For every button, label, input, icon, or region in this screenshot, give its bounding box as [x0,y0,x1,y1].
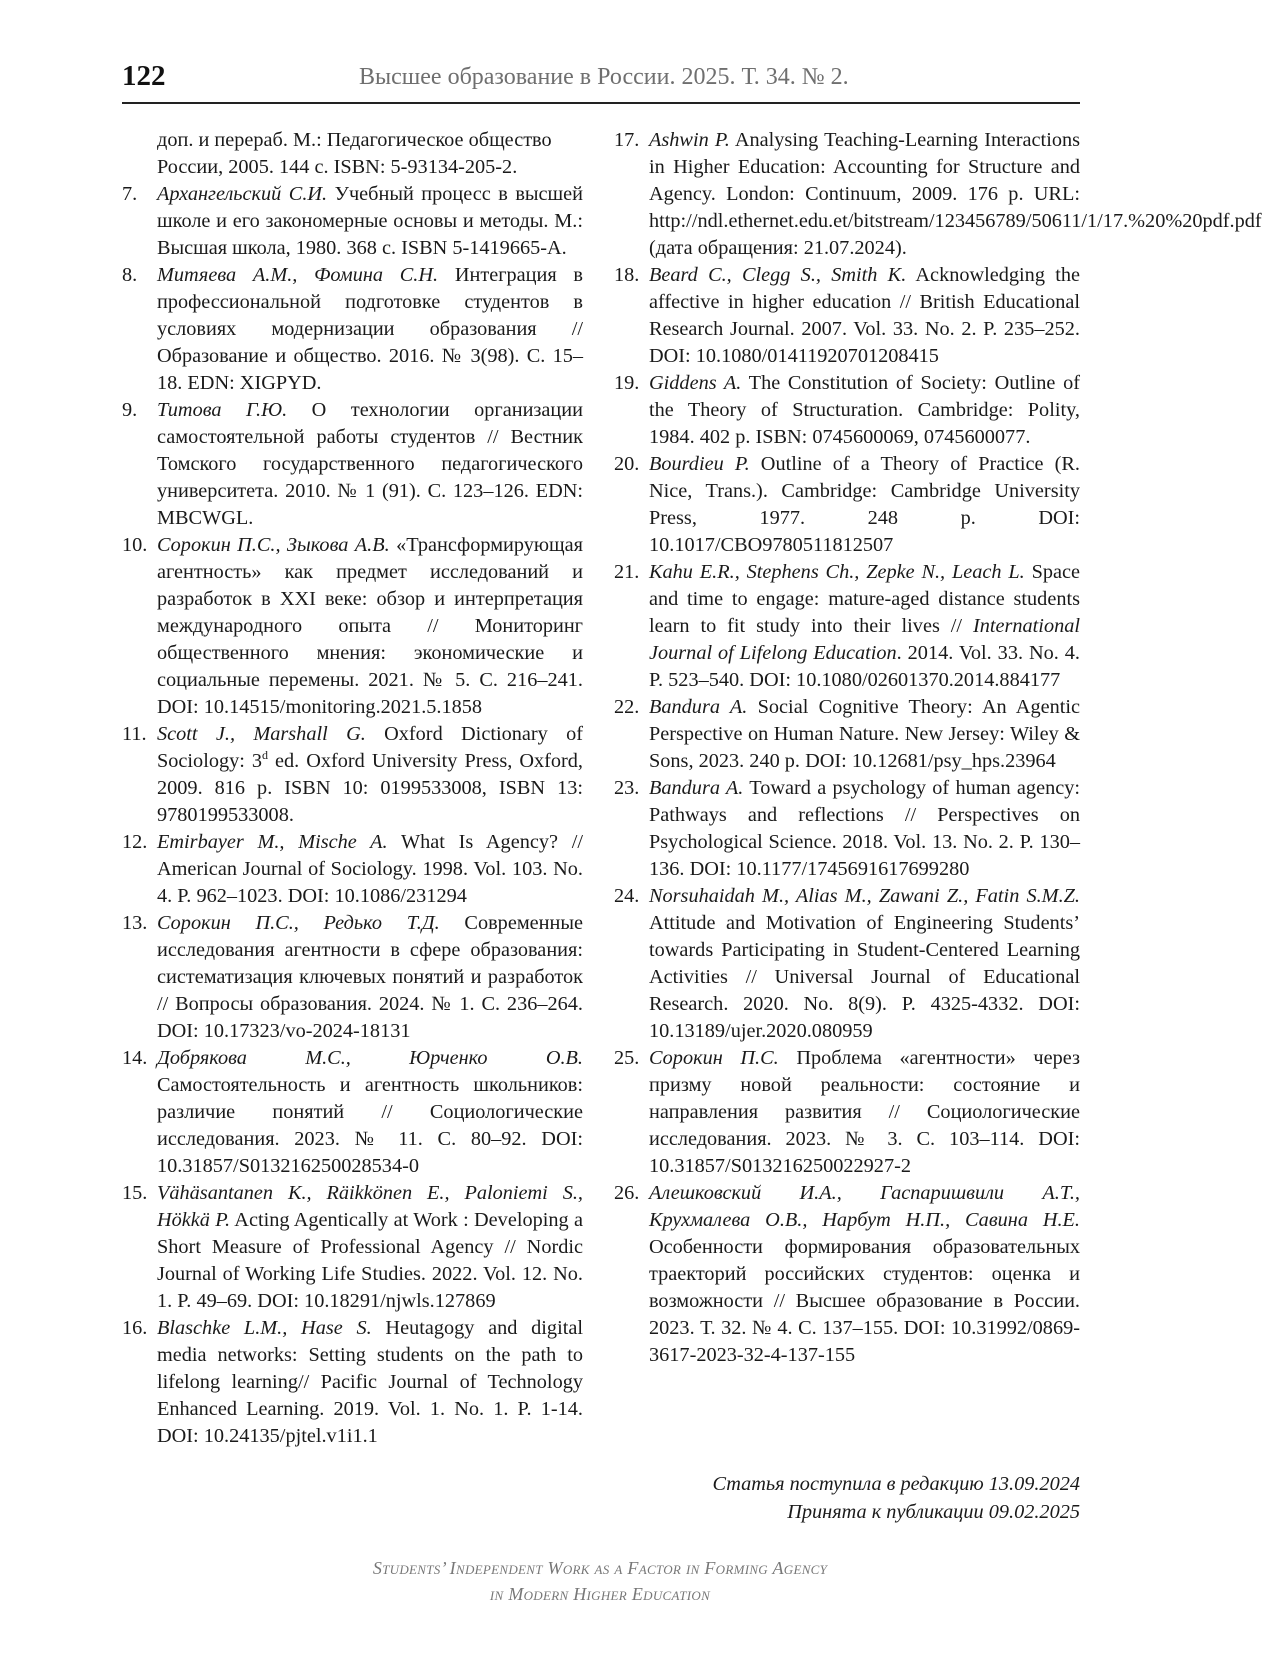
reference-text: «Трансформирующая агентность» как предмет исследований и разработок в XXI веке: обзор и интерпретация международного опыта // Мониторинг общественного мнения: экономические и социальные перемены. 2021. № 5. С. 216–241. DOI: 10.14515/monitoring.2021.5.1858 [157,534,583,718]
reference-item [122,721,583,829]
reference-item [122,1180,583,1315]
reference-text: Проблема «агентности» через призму новой реальности: состояние и направления развития // Социологические исследования. 2023. № 3. С. 103–114. DOI: 10.31857/S013216250022927-2 [649,1047,1080,1177]
reference-item [614,559,1080,694]
reference-text-cont: . 2014. Vol. 33. No. 4. P. 523–540. DOI: 10.1080/02601370.2014.884177 [649,642,1080,691]
reference-authors: Bandura A. [649,696,748,718]
reference-item [122,181,583,262]
reference-number: 12. [122,831,148,853]
references-column-right [614,127,1262,1369]
reference-authors: Митяева А.М., Фомина С.Н. [157,264,439,286]
reference-list-right [614,127,1262,1369]
reference-number: 7. [122,183,138,205]
reference-authors: Сорокин П.С., Зыкова А.В. [157,534,390,556]
reference-authors: Scott J., Marshall G. [157,723,366,745]
journal-title: Высшее образование в России. 2025. Т. 34. № 2. [359,64,849,90]
reference-authors: Архангельский С.И. [157,183,328,205]
article-dates [614,1470,1080,1526]
reference-number: 15. [122,1182,148,1204]
reference-authors: Bourdieu P. [649,453,750,475]
reference-authors: Алешковский И.А., Гаспаришвили А.Т., Крухмалева О.В., Нарбут Н.П., Савина Н.Е. [649,1182,1080,1231]
reference-item [122,829,583,910]
reference-text: Acting Agentically at Work : Developing a Short Measure of Professional Agency // Nordic Journal of Working Life Studies. 2022. Vol. 12. No. 1. P. 49–69. DOI: 10.18291/njwls.127869 [157,1209,583,1312]
reference-number: 16. [122,1317,148,1339]
reference-text: Acknowledging the affective in higher education // British Educational Research Journal. 2007. Vol. 33. No. 2. P. 235–252. DOI: 10.1080/01411920701208415 [649,264,1080,367]
reference-number: 8. [122,264,138,286]
reference-text: Toward a psychology of human agency: Pathways and reflections // Perspectives on Psychological Science. 2018. Vol. 13. No. 2. P. 130–136. DOI: 10.1177/1745691617699280 [649,777,1080,880]
reference-item [122,910,583,1045]
reference-text: Social Cognitive Theory: An Agentic Perspective on Human Nature. New Jersey: Wiley & Sons, 2023. 240 p. DOI: 10.12681/psy_hps.23964 [649,696,1080,772]
reference-item [122,397,583,532]
reference-item [614,883,1080,1045]
reference-number: 24. [614,885,640,907]
reference-item [614,127,1262,262]
reference-superscript: d [262,748,269,763]
page-number: 122 [122,60,166,92]
reference-item [614,262,1080,370]
reference-item [122,262,583,397]
reference-text: Oxford Dictionary of Sociology: 3 [157,723,583,772]
reference-authors: Kahu E.R., Stephens Ch., Zepke N., Leach L. [649,561,1025,583]
reference-authors: Blaschke L.M., Hase S. [157,1317,372,1339]
reference-authors: Beard C., Clegg S., Smith K. [649,264,907,286]
reference-text: What Is Agency? // American Journal of Sociology. 1998. Vol. 103. No. 4. P. 962–1023. DOI: 10.1086/231294 [157,831,583,907]
reference-authors: Сорокин П.С., Редько Т.Д. [157,912,440,934]
reference-text: Heutagogy and digital media networks: Setting students on the path to lifelong learning// Pacific Journal of Technology Enhanced Learning. 2019. Vol. 1. No. 1. P. 1-14. DOI: 10.24135/pjtel.v1i1.1 [157,1317,583,1447]
reference-text: Интеграция в профессиональной подготовке студентов в условиях модернизации образования // Образование и общество. 2016. № 3(98). С. 15–18. EDN: XIGPYD. [157,264,583,394]
reference-text: Самостоятельность и агентность школьников: различие понятий // Социологические исследования. 2023. № 11. С. 80–92. DOI: 10.31857/S013216250028534-0 [157,1074,583,1177]
reference-number: 26. [614,1182,640,1204]
reference-item [614,451,1080,559]
reference-text: Современные исследования агентности в сфере образования: систематизация ключевых понятий и разработок // Вопросы образования. 2024. № 1. С. 236–264. DOI: 10.17323/vo-2024-18131 [157,912,583,1042]
reference-number: 25. [614,1047,640,1069]
reference-authors: Титова Г.Ю. [157,399,288,421]
received-date: Статья поступила в редакцию 13.09.2024 [712,1473,1080,1495]
reference-text: Outline of a Theory of Practice (R. Nice, Trans.). Cambridge: Cambridge University Press, 1977. 248 p. DOI: 10.1017/CBO9780511812507 [649,453,1080,556]
reference-number: 10. [122,534,148,556]
reference-number: 20. [614,453,640,475]
reference-continuation: доп. и перераб. М.: Педагогическое общество России, 2005. 144 с. ISBN: 5-93134-205-2. [157,129,552,178]
reference-item [614,1180,1080,1369]
reference-authors: Добрякова М.С., Юрченко О.В. [157,1047,583,1069]
reference-item [122,1045,583,1180]
reference-number: 9. [122,399,138,421]
reference-authors: Сорокин П.С. [649,1047,779,1069]
reference-item [614,370,1080,451]
reference-text: The Constitution of Society: Outline of the Theory of Structuration. Cambridge: Polity, 1984. 402 p. ISBN: 0745600069, 0745600077. [649,372,1080,448]
running-header [122,58,1080,104]
reference-number: 14. [122,1047,148,1069]
reference-number: 17. [614,129,640,151]
reference-authors: Giddens A. [649,372,742,394]
reference-item [122,532,583,721]
reference-item [614,694,1080,775]
reference-number: 21. [614,561,640,583]
reference-text: Space and time to engage: mature-aged distance students learn to fit study into their lives // [649,561,1080,637]
reference-number: 23. [614,777,640,799]
reference-number: 22. [614,696,640,718]
reference-number: 18. [614,264,640,286]
reference-item [122,1315,583,1450]
reference-text: О технологии организации самостоятельной работы студентов // Вестник Томского государственного педагогического университета. 2010. № 1 (91). С. 123–126. EDN: MBCWGL. [157,399,583,529]
reference-text-cont: ed. Oxford University Press, Oxford, 2009. 816 p. ISBN 10: 0199533008, ISBN 13: 9780199533008. [157,750,583,826]
reference-authors: Bandura A. [649,777,744,799]
reference-authors: Norsuhaidah M., Alias M., Zawani Z., Fatin S.M.Z. [649,885,1080,907]
reference-item [614,775,1080,883]
accepted-date: Принята к публикации 09.02.2025 [787,1501,1080,1523]
reference-number: 13. [122,912,148,934]
footer-title-line-1: Students’ Independent Work as a Factor in Forming Agency [372,1558,828,1578]
running-footer [250,1555,950,1607]
reference-text: Attitude and Motivation of Engineering Students’ towards Participating in Student-Centered Learning Activities // Universal Journal of Educational Research. 2020. No. 8(9). P. 4325-4332. DOI: 10.13189/ujer.2020.080959 [649,912,1080,1042]
references-column-left [122,127,583,1450]
reference-authors: Vähäsantanen K., Räikkönen E., Paloniemi S., Hökkä P. [157,1182,583,1231]
reference-item [614,1045,1080,1180]
footer-title-line-2: in Modern Higher Education [489,1584,711,1604]
reference-list-left [122,181,583,1450]
reference-authors: Ashwin P. [649,129,730,151]
reference-text: Учебный процесс в высшей школе и его закономерные основы и методы. М.: Высшая школа, 1980. 368 с. ISBN 5-1419665-А. [157,183,583,259]
reference-text: Analysing Teaching-Learning Interactions in Higher Education: Accounting for Structure and Agency. London: Continuum, 2009. 176 p. URL: http://ndl.ethernet.edu.et/bitstream/123456789/50611/1/17.%20%20pdf.pdf (дата обращения: 21.07.2024). [649,129,1262,259]
reference-number: 19. [614,372,640,394]
reference-journal: International Journal of Lifelong Education [649,615,1080,664]
reference-text: Особенности формирования образовательных траекторий российских студентов: оценка и возможности // Высшее образование в России. 2023. Т. 32. № 4. С. 137–155. DOI: 10.31992/0869-3617-2023-32-4-137-155 [649,1236,1080,1366]
reference-authors: Emirbayer M., Mische A. [157,831,388,853]
reference-number: 11. [122,723,147,745]
